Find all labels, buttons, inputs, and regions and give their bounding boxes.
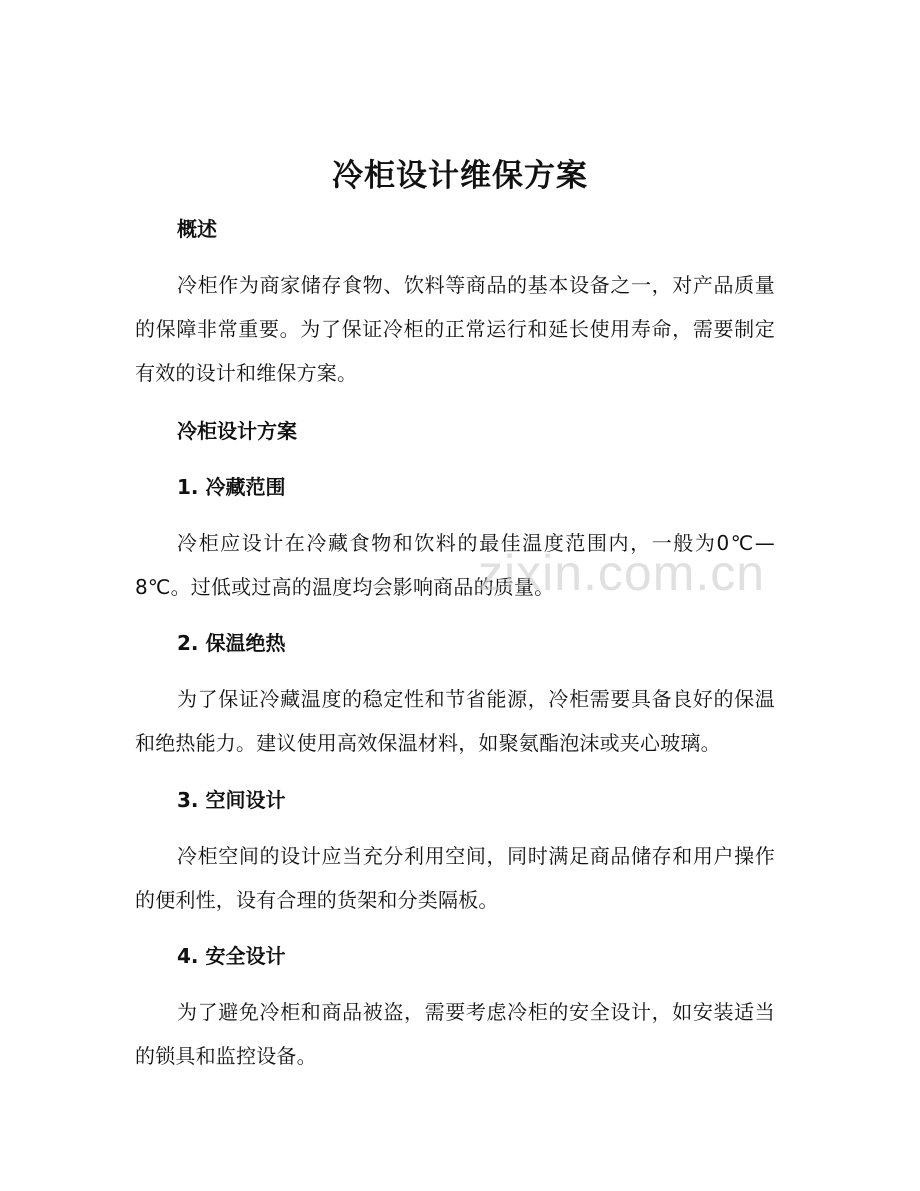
section-paragraph-insulation: 为了保证冷藏温度的稳定性和节省能源，冷柜需要具备良好的保温和绝热能力。建议使用高效保温材料，如聚氨酯泡沫或夹心玻璃。 [135, 687, 775, 755]
section-paragraph-cold-storage-range: 冷柜应设计在冷藏食物和饮料的最佳温度范围内，一般为0℃—8℃。过低或过高的温度均会影响商品的质量。 [135, 531, 775, 599]
section-paragraph-space-design: 冷柜空间的设计应当充分利用空间，同时满足商品储存和用户操作的便利性，设有合理的货架和分类隔板。 [135, 844, 775, 912]
section-heading-insulation: 2. 保温绝热 [177, 631, 286, 655]
watermark: zixin.com.cn [478, 545, 766, 601]
section-paragraph-security-design: 为了避免冷柜和商品被盗，需要考虑冷柜的安全设计，如安装适当的锁具和监控设备。 [135, 1000, 775, 1068]
overview-heading: 概述 [177, 217, 217, 241]
section-heading-security-design: 4. 安全设计 [177, 944, 286, 968]
design-plan-heading: 冷柜设计方案 [177, 419, 297, 443]
section-heading-cold-storage-range: 1. 冷藏范围 [177, 475, 286, 499]
section-heading-space-design: 3. 空间设计 [177, 788, 286, 812]
document-title: 冷柜设计维保方案 [332, 158, 588, 194]
overview-paragraph: 冷柜作为商家储存食物、饮料等商品的基本设备之一，对产品质量的保障非常重要。为了保证冷柜的正常运行和延长使用寿命，需要制定有效的设计和维保方案。 [135, 273, 775, 385]
